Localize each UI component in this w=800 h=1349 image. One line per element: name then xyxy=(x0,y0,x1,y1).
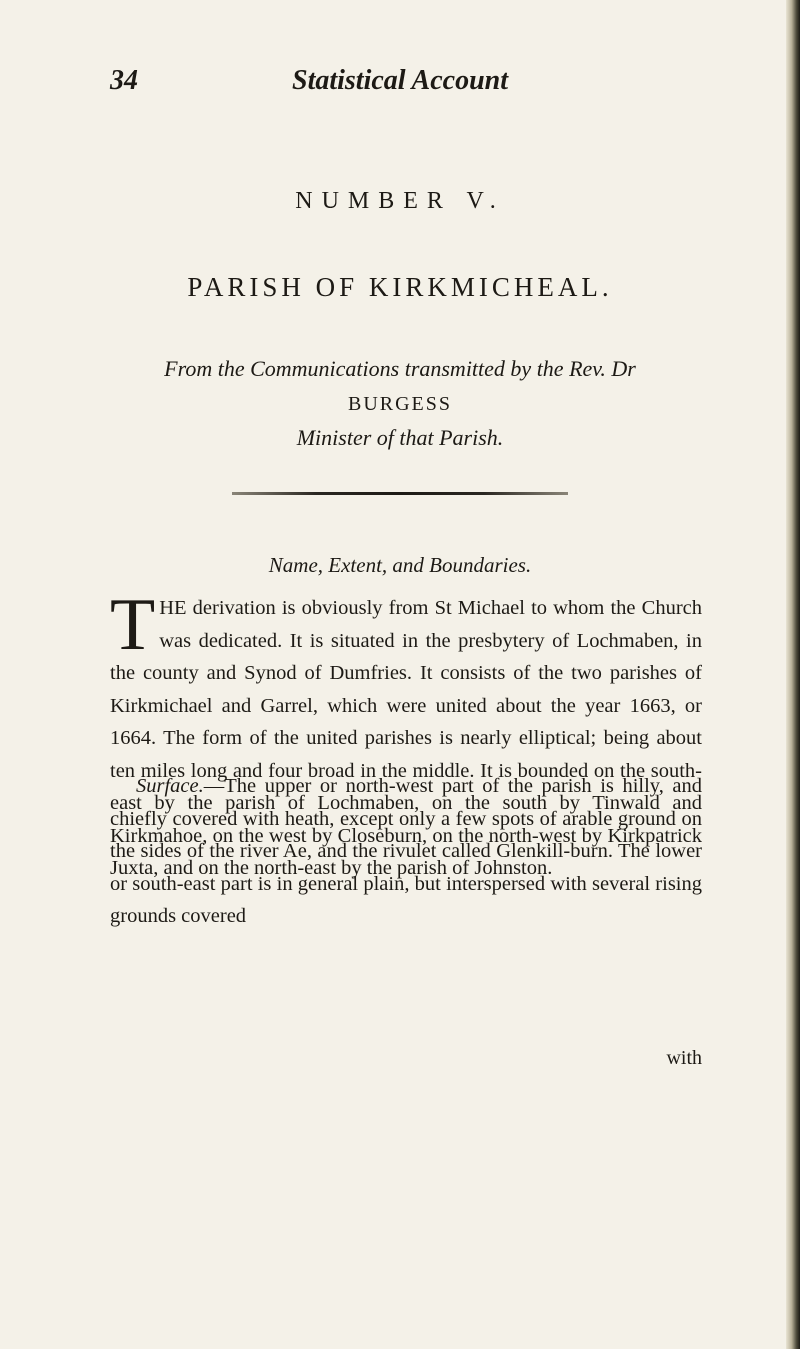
attribution-name: BURGESS xyxy=(347,393,453,415)
catchword: with xyxy=(666,1047,702,1069)
attribution-tail: Minister of that Parish. xyxy=(296,425,504,450)
section-title: Name, Extent, and Boundaries. xyxy=(268,553,532,577)
ornamental-rule xyxy=(232,492,568,495)
attribution xyxy=(110,352,690,455)
running-head: Statistical Account xyxy=(292,65,508,96)
page-number: 34 xyxy=(110,65,138,96)
paragraph-surface xyxy=(110,770,702,933)
page-header xyxy=(0,65,800,105)
surface-dash: — xyxy=(203,775,225,797)
paragraph-two-text: The upper or north-west part of the parish is hilly, and chiefly covered with heath, except only a few spots of arable ground on the sides of the river Ae, and the rivulet called Glenkill-burn. The lower or south-east part is in general plain, but interspersed with several rising grounds covered xyxy=(110,775,702,927)
parish-heading: PARISH OF KIRKMICHEAL. xyxy=(187,272,613,302)
paragraph-one-text: HE derivation is obviously from St Michael to whom the Church was dedicated. It is situated in the presbytery of Lochmaben, in the county and Synod of Dumfries. It consists of the two parishes of Kirkmichael and Garrel, which were united about the year 1663, or 1664. The form of the united parishes is nearly elliptical; being about ten miles long and four broad in the middle. It is bounded on the south-east by the parish of Lochmaben, on the south by Tinwald and Kirkmahoe, on the west by Closeburn, on the north-west by Kirkpatrick Juxta, and on the north-east by the parish of Johnston. xyxy=(110,597,702,879)
drop-cap: T xyxy=(110,584,156,666)
attribution-lead: From the Communications transmitted by the Rev. Dr xyxy=(164,356,636,381)
number-heading: NUMBER V. xyxy=(295,188,505,214)
surface-topic: Surface. xyxy=(136,775,204,797)
